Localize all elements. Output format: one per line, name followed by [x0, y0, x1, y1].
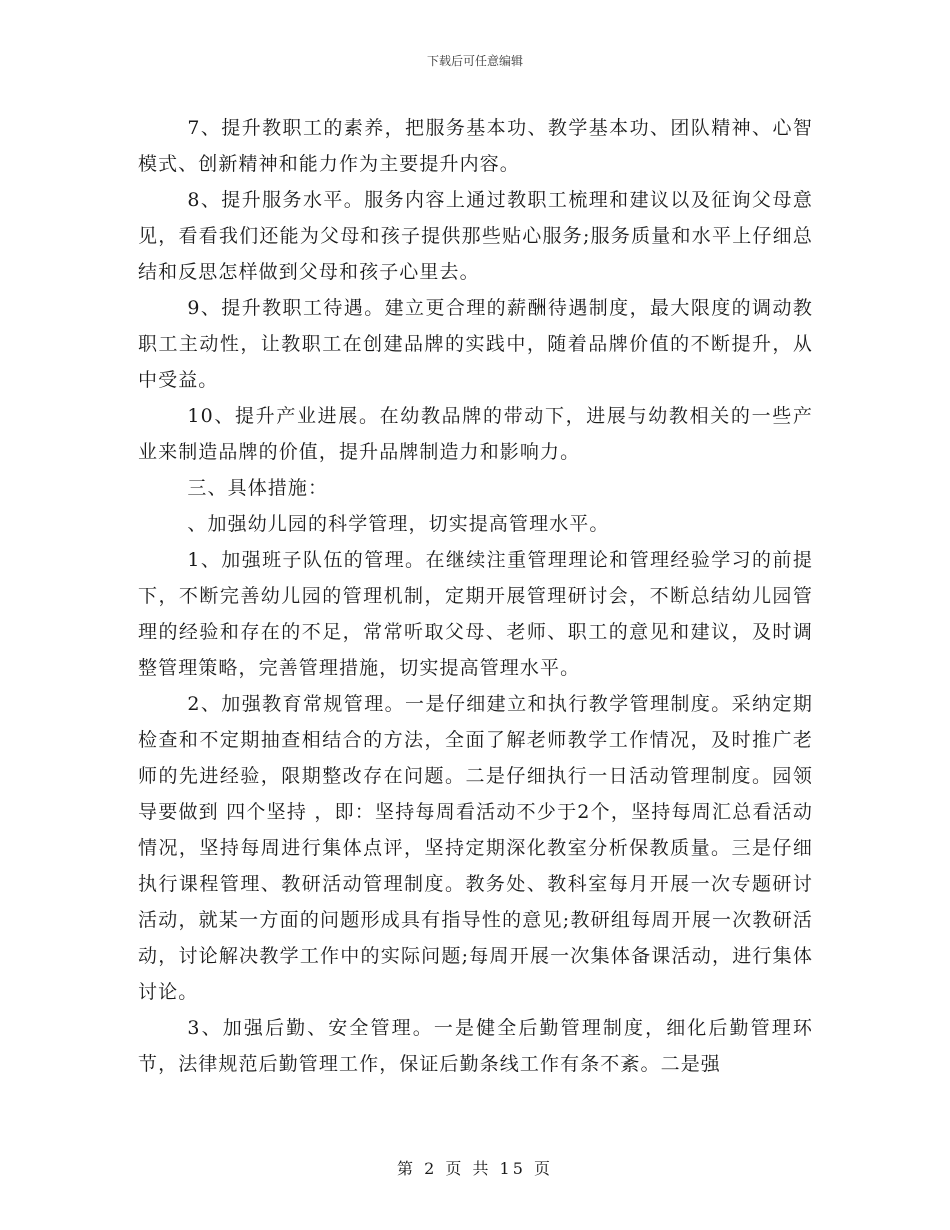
paragraph-7: 7、提升教职工的素养，把服务基本功、教学基本功、团队精神、心智模式、创新精神和能力作为主要提升内容。: [138, 117, 813, 175]
document-body: [138, 110, 813, 1082]
page-header-note: 下载后可任意编辑: [426, 54, 523, 68]
paragraph-9: 9、提升教职工待遇。建立更合理的薪酬待遇制度，最大限度的调动教职工主动性，让教职工在创建品牌的实践中，随着品牌价值的不断提升，从中受益。: [138, 297, 813, 391]
page-number-footer: 第 2 页 共 15 页: [397, 1159, 553, 1178]
section-heading-measures: 三、具体措施：: [187, 477, 329, 499]
subheading-management: 、加强幼儿园的科学管理，切实提高管理水平。: [187, 513, 610, 535]
paragraph-measure-1: 1、加强班子队伍的管理。在继续注重管理理论和管理经验学习的前提下，不断完善幼儿园的管理机制，定期开展管理研讨会，不断总结幼儿园管理的经验和存在的不足，常常听取父母、老师、职工的意见和建议，及时调整管理策略，完善管理措施，切实提高管理水平。: [138, 549, 813, 679]
paragraph-measure-2: 2、加强教育常规管理。一是仔细建立和执行教学管理制度。采纳定期检查和不定期抽查相结合的方法，全面了解老师教学工作情况，及时推广老师的先进经验，限期整改存在问题。二是仔细执行一日活动管理制度。园领导要做到 四个坚持 ，即：坚持每周看活动不少于2个，坚持每周汇总看活动情况，坚持每周进行集体点评，坚持定期深化教室分析保教质量。三是仔细执行课程管理、教研活动管理制度。教务处、教科室每月开展一次专题研讨活动，就某一方面的问题形成具有指导性的意见;教研组每周开展一次教研活动，讨论解决教学工作中的实际问题;每周开展一次集体备课活动，进行集体讨论。: [138, 693, 813, 1003]
paragraph-measure-3: 3、加强后勤、安全管理。一是健全后勤管理制度，细化后勤管理环节，法律规范后勤管理工作，保证后勤条线工作有条不紊。二是强: [138, 1017, 813, 1075]
paragraph-10: 10、提升产业进展。在幼教品牌的带动下，进展与幼教相关的一些产业来制造品牌的价值，提升品牌制造力和影响力。: [138, 405, 813, 463]
paragraph-8: 8、提升服务水平。服务内容上通过教职工梳理和建议以及征询父母意见，看看我们还能为父母和孩子提供那些贴心服务;服务质量和水平上仔细总结和反思怎样做到父母和孩子心里去。: [138, 189, 813, 283]
